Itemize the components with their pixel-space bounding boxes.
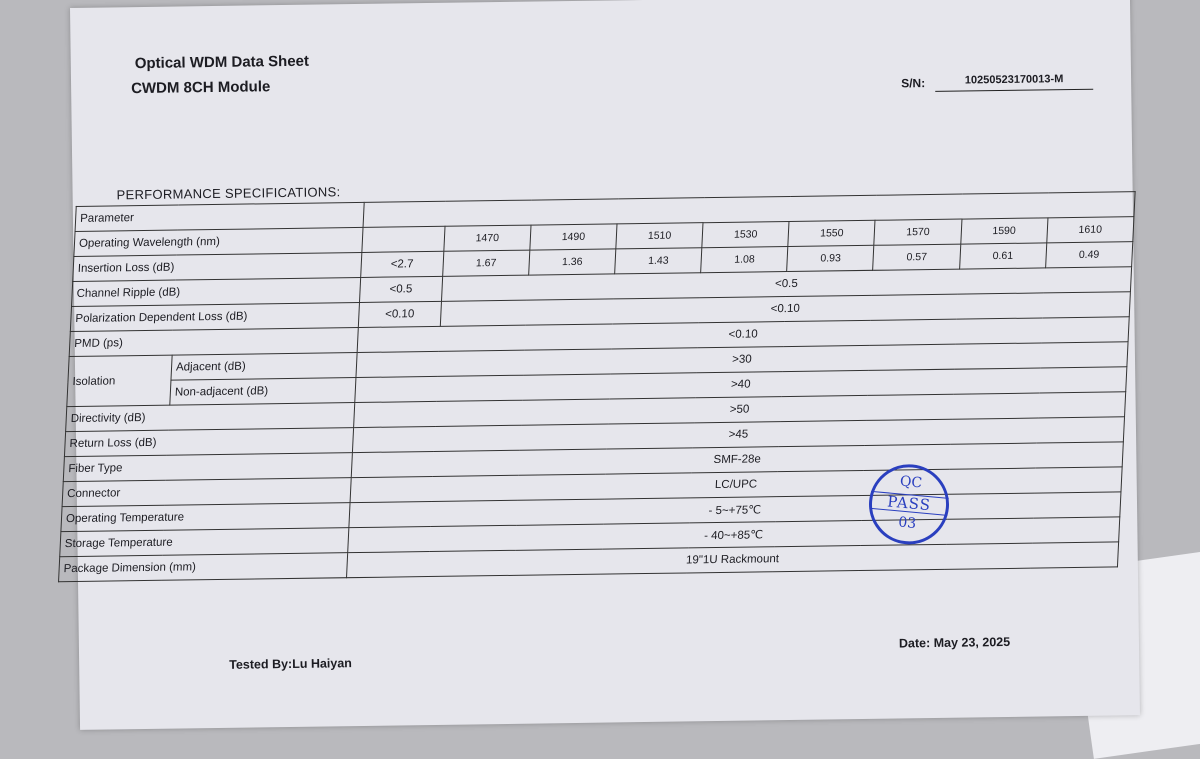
stamp-line-qc: QC — [899, 473, 923, 492]
pdl-value: <0.10 — [440, 292, 1130, 327]
directivity-value: >50 — [353, 392, 1125, 428]
stamp-line-number: 03 — [897, 514, 917, 533]
wavelength-cell: 1550 — [788, 220, 875, 246]
wavelength-cell: 1470 — [444, 225, 531, 251]
storage-temp-label: Storage Temperature — [60, 528, 349, 557]
serial-label: S/N: — [901, 76, 926, 91]
wavelength-cell: 1510 — [616, 223, 703, 249]
insertion-loss-cell: 1.08 — [701, 246, 788, 272]
pdl-spec: <0.10 — [358, 301, 441, 327]
pmd-value: <0.10 — [357, 317, 1129, 353]
return-loss-label: Return Loss (dB) — [64, 428, 353, 457]
insertion-loss-spec: <2.7 — [361, 251, 444, 277]
insertion-loss-cell: 0.49 — [1045, 242, 1132, 268]
pmd-label: PMD (ps) — [69, 328, 358, 357]
document-subtitle: CWDM 8CH Module — [131, 78, 271, 98]
isolation-non-adjacent-value: >40 — [355, 367, 1127, 403]
operating-temp-value: - 5~+75℃ — [349, 492, 1121, 528]
connector-label: Connector — [62, 478, 351, 507]
directivity-label: Directivity (dB) — [66, 403, 355, 432]
isolation-adjacent-label: Adjacent (dB) — [171, 353, 357, 381]
channel-ripple-value: <0.5 — [441, 267, 1131, 302]
wavelength-cell: 1530 — [702, 221, 789, 247]
return-loss-value: >45 — [352, 417, 1124, 453]
empty-cell — [362, 226, 445, 252]
insertion-loss-cell: 1.36 — [529, 249, 616, 275]
wavelength-cell: 1610 — [1047, 217, 1134, 243]
insertion-loss-cell: 1.43 — [615, 248, 702, 274]
stamp-line-pass: PASS — [869, 491, 948, 516]
serial-value: 10250523170013-M — [935, 73, 1093, 92]
insertion-loss-cell: 0.57 — [873, 244, 960, 270]
isolation-label: Isolation — [67, 355, 172, 406]
section-title: PERFORMANCE SPECIFICATIONS: — [116, 184, 341, 203]
test-date: Date: May 23, 2025 — [898, 634, 1011, 651]
tested-by: Tested By:Lu Haiyan — [229, 656, 352, 672]
insertion-loss-cell: 1.67 — [442, 250, 529, 276]
channel-ripple-spec: <0.5 — [359, 276, 442, 302]
operating-temp-label: Operating Temperature — [61, 503, 350, 532]
wavelength-cell: 1490 — [530, 224, 617, 250]
isolation-non-adjacent-label: Non-adjacent (dB) — [170, 378, 356, 406]
document-title: Optical WDM Data Sheet — [134, 52, 310, 73]
data-sheet-paper — [63, 0, 1140, 730]
package-value: 19"1U Rackmount — [346, 542, 1118, 578]
isolation-adjacent-value: >30 — [356, 342, 1128, 378]
wavelength-cell: 1570 — [874, 219, 961, 245]
parameter-header: Parameter — [75, 202, 364, 231]
fiber-type-value: SMF-28e — [351, 442, 1123, 478]
spec-table — [58, 191, 1136, 582]
pdl-label: Polarization Dependent Loss (dB) — [70, 302, 359, 331]
package-label: Package Dimension (mm) — [59, 553, 348, 582]
insertion-loss-cell: 0.61 — [959, 243, 1046, 269]
insertion-loss-label: Insertion Loss (dB) — [73, 252, 362, 281]
channel-ripple-label: Channel Ripple (dB) — [72, 277, 361, 306]
fiber-type-label: Fiber Type — [63, 453, 352, 482]
storage-temp-value: - 40~+85℃ — [348, 517, 1120, 553]
wavelength-cell: 1590 — [960, 218, 1047, 244]
connector-value: LC/UPC — [350, 467, 1122, 503]
insertion-loss-cell: 0.93 — [787, 245, 874, 271]
wavelength-label: Operating Wavelength (nm) — [74, 227, 363, 256]
